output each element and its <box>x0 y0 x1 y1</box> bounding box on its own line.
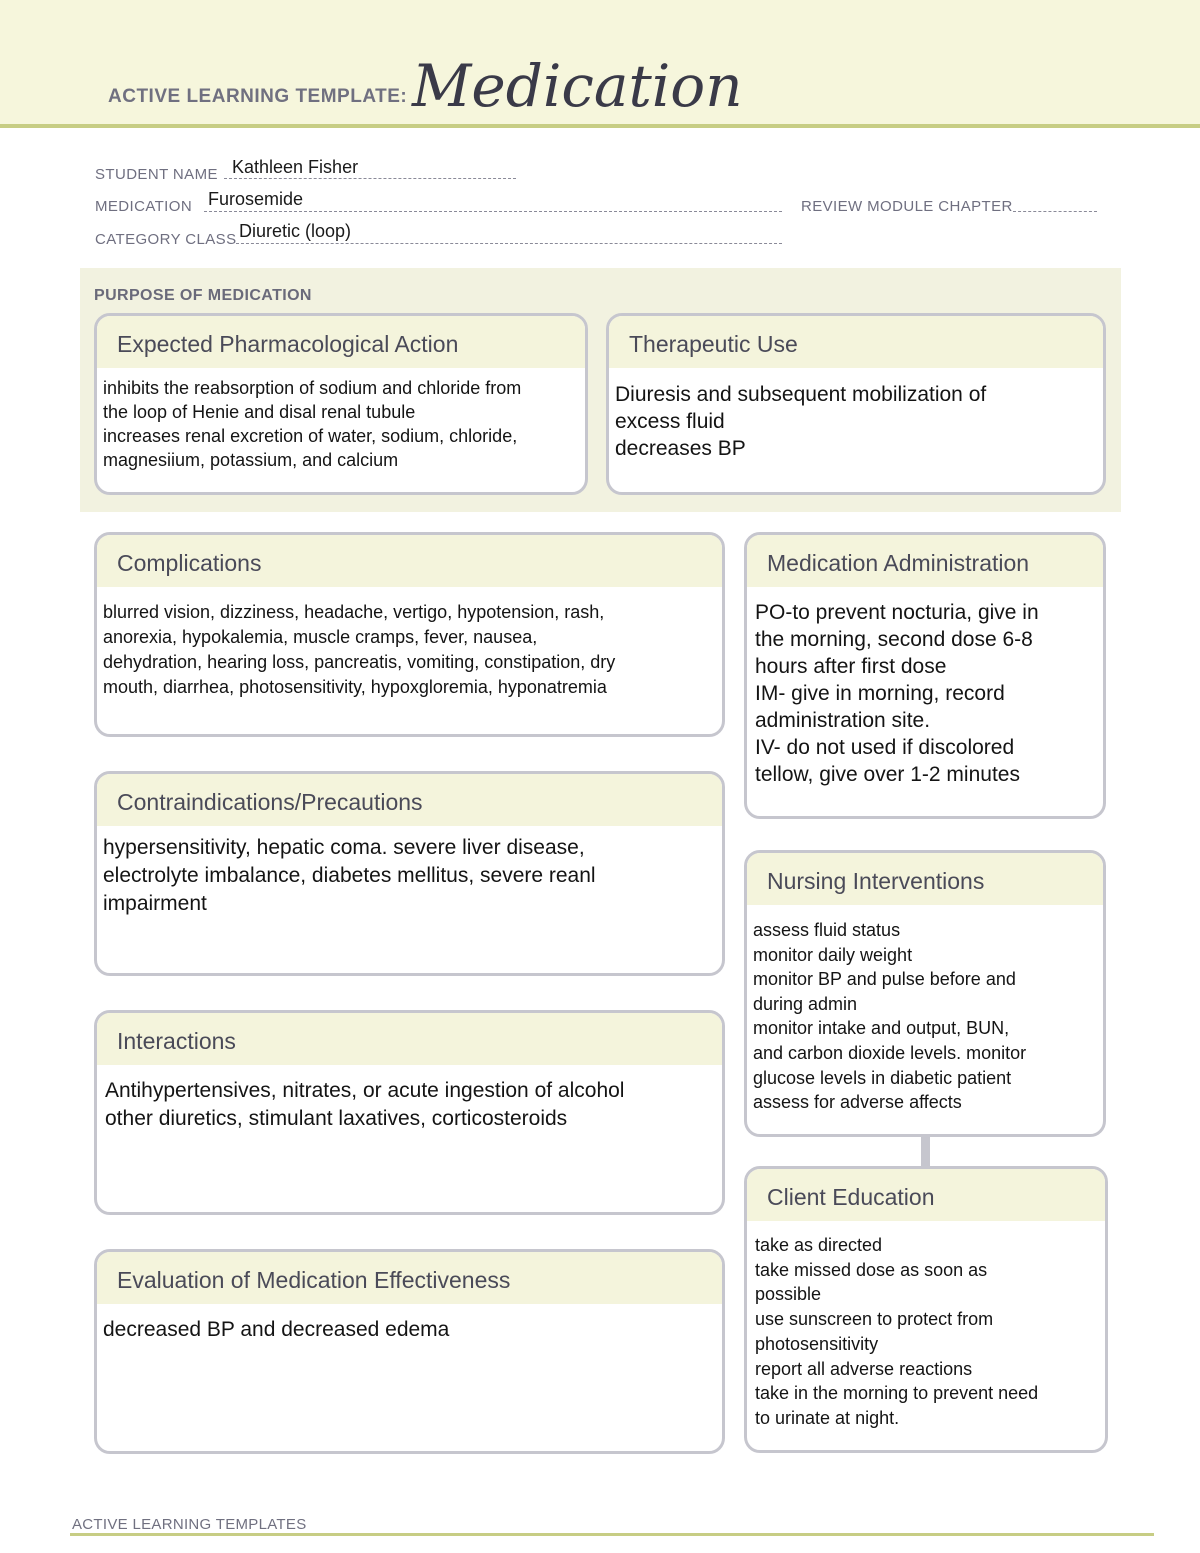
card-title: Client Education <box>747 1169 1105 1221</box>
evaluation-text[interactable]: decreased BP and decreased edema <box>103 1318 450 1341</box>
template-label: ACTIVE LEARNING TEMPLATE: <box>108 86 408 107</box>
nursing-interventions-text[interactable]: assess fluid status monitor daily weight monitor BP and pulse before and during admin monitor intake and output, BUN, and carbon dioxide levels. monitor glucose levels in diabetic patient assess for adverse affects <box>753 920 1027 1113</box>
administration-card <box>744 532 1106 819</box>
client-education-card <box>744 1166 1108 1453</box>
card-connector <box>921 1136 930 1166</box>
card-title: Expected Pharmacological Action <box>97 316 585 368</box>
interactions-text[interactable]: Antihypertensives, nitrates, or acute ingestion of alcohol other diuretics, stimulant laxatives, corticosteroids <box>105 1079 625 1130</box>
purpose-heading: PURPOSE OF MEDICATION <box>94 287 312 304</box>
card-title: Interactions <box>97 1013 722 1065</box>
evaluation-card <box>94 1249 725 1454</box>
client-education-text[interactable]: take as directed take missed dose as soon as possible use sunscreen to protect from photosensitivity report all adverse reactions take in the morning to prevent need to urinate at night. <box>755 1235 1039 1428</box>
student-name-label: STUDENT NAME <box>95 166 218 183</box>
medication-field[interactable]: Furosemide <box>208 189 304 209</box>
student-name-line <box>224 178 516 179</box>
category-class-field[interactable]: Diuretic (loop) <box>239 221 352 241</box>
nursing-interventions-card <box>744 850 1106 1137</box>
card-title: Nursing Interventions <box>747 853 1103 905</box>
footer-rule <box>70 1533 1154 1536</box>
review-module-line <box>1013 211 1097 212</box>
student-name-field[interactable]: Kathleen Fisher <box>232 157 359 177</box>
therapeutic-use-card <box>606 313 1106 495</box>
category-class-label: CATEGORY CLASS <box>95 231 237 248</box>
category-class-line <box>236 243 782 244</box>
complications-card <box>94 532 725 737</box>
complications-text[interactable]: blurred vision, dizziness, headache, vertigo, hypotension, rash, anorexia, hypokalemia, muscle cramps, fever, nausea, dehydration, hearing loss, pancreatis, vomiting, constipation, dry mouth, diarrhea, photosensitivity, hypoxgloremia, hyponatremia <box>103 602 616 697</box>
contraindications-text[interactable]: hypersensitivity, hepatic coma. severe liver disease, electrolyte imbalance, diabetes mellitus, severe reanl impairment <box>103 836 596 915</box>
card-title: Complications <box>97 535 722 587</box>
page-title: Medication <box>412 52 743 120</box>
footer-label: ACTIVE LEARNING TEMPLATES <box>72 1516 307 1533</box>
review-module-label: REVIEW MODULE CHAPTER <box>801 198 1013 215</box>
card-title: Medication Administration <box>747 535 1103 587</box>
card-title: Therapeutic Use <box>609 316 1103 368</box>
medication-label: MEDICATION <box>95 198 193 215</box>
therapeutic-use-text[interactable]: Diuresis and subsequent mobilization of excess fluid decreases BP <box>615 383 987 460</box>
card-title: Contraindications/Precautions <box>97 774 722 826</box>
administration-text[interactable]: PO-to prevent nocturia, give in the morning, second dose 6-8 hours after first dose IM- give in morning, record administration site. IV- do not used if discolored tellow, give over 1-2 minutes <box>755 601 1039 786</box>
expected-action-text[interactable]: inhibits the reabsorption of sodium and chloride from the loop of Henie and disal renal tubule increases renal excretion of water, sodium, chloride, magnesiium, potassium, and calcium <box>103 378 522 470</box>
expected-action-card <box>94 313 588 495</box>
interactions-card <box>94 1010 725 1215</box>
medication-line <box>204 211 782 212</box>
card-title: Evaluation of Medication Effectiveness <box>97 1252 722 1304</box>
contraindications-card <box>94 771 725 976</box>
